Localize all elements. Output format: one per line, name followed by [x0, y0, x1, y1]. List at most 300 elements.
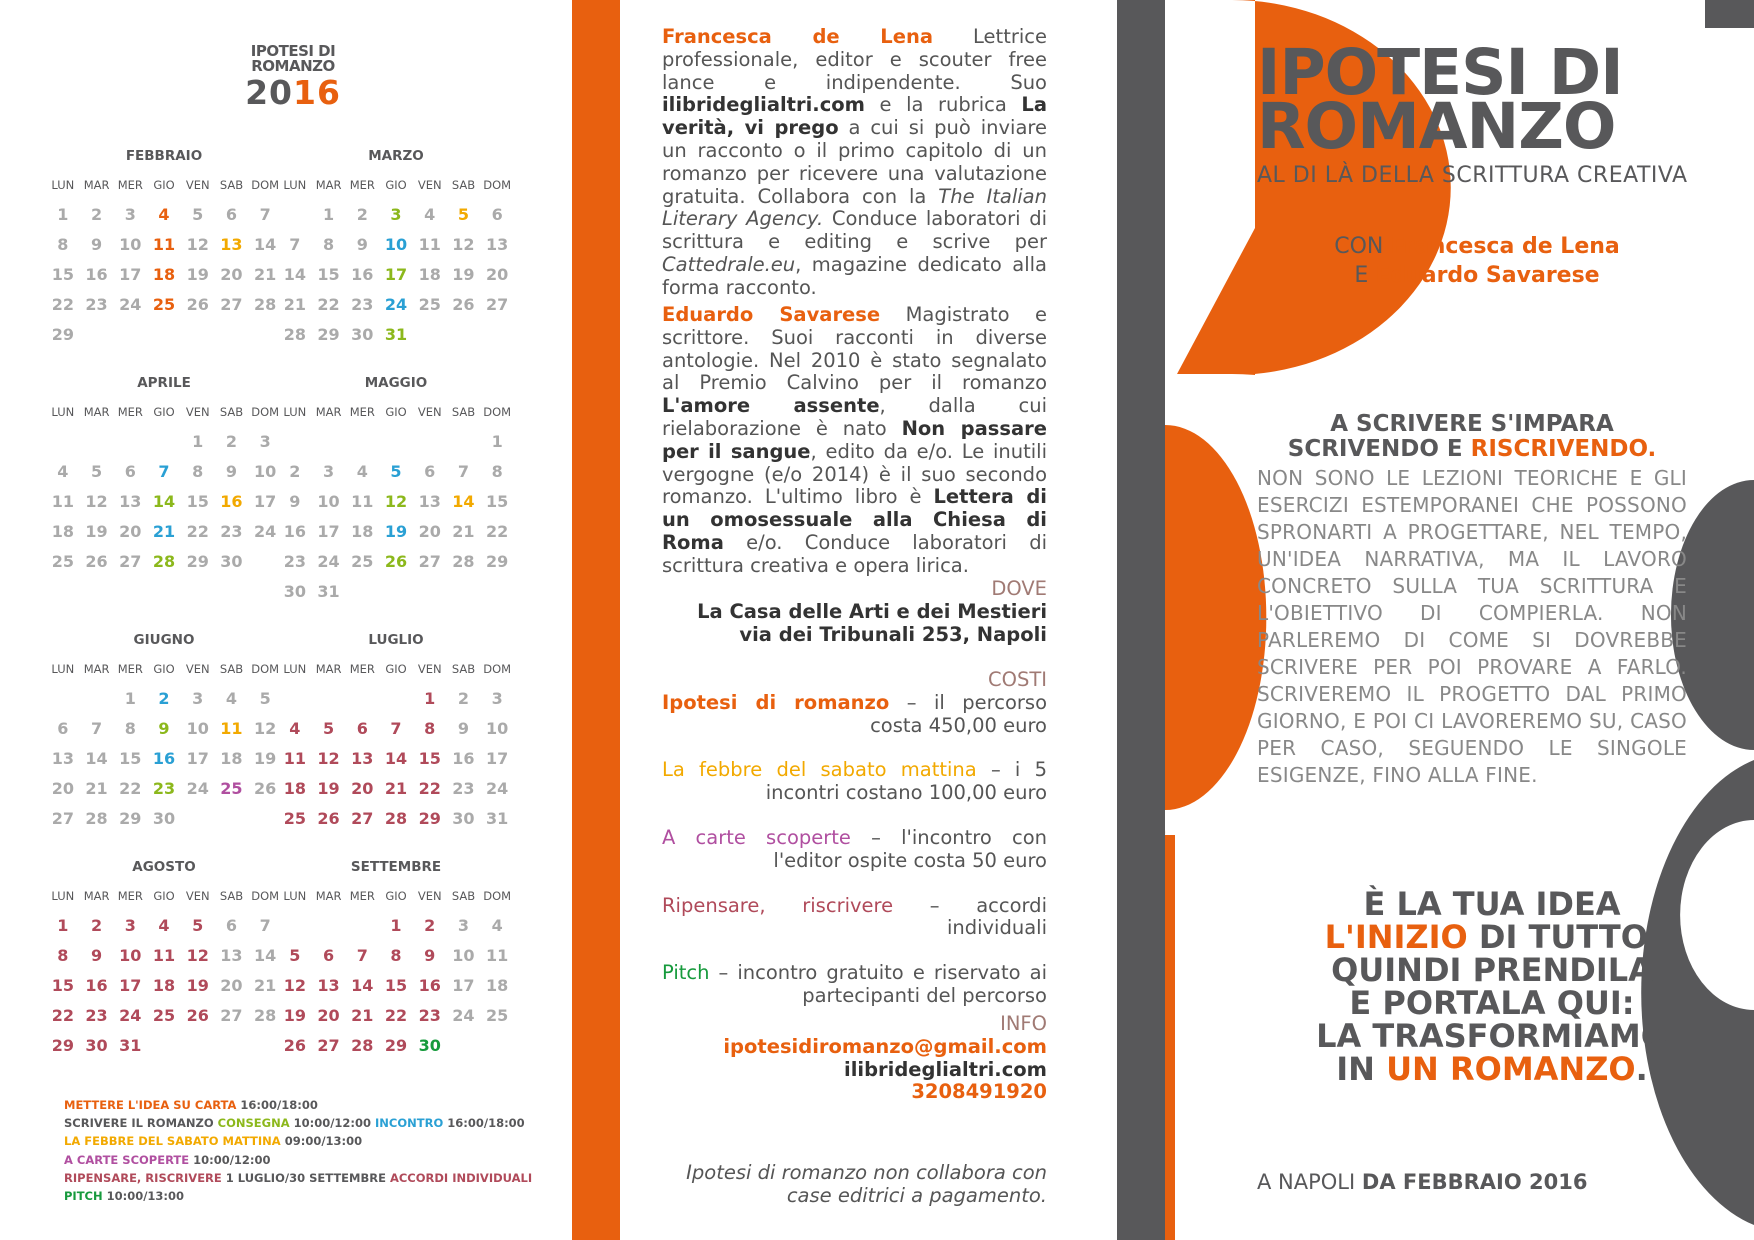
- day-cell: 11: [152, 235, 176, 254]
- day-cell: 24: [186, 779, 209, 798]
- con-name2: Eduardo Savarese: [1375, 263, 1600, 288]
- day-cell: 27: [220, 1006, 243, 1025]
- info-phone: 3208491920: [911, 1080, 1047, 1104]
- info-heading: INFO: [1000, 1012, 1047, 1035]
- empty-day: [345, 684, 379, 714]
- idea-line4: E PORTALA QUI:: [1349, 984, 1635, 1022]
- day-cell: 14: [384, 749, 408, 768]
- day-cell: 5: [192, 916, 204, 935]
- day-cell: 14: [254, 946, 277, 965]
- weekday-label: LUN: [283, 405, 307, 419]
- day-cell: 7: [457, 462, 469, 481]
- day-cell: 30: [283, 582, 306, 601]
- day-cell: 23: [152, 779, 176, 798]
- day-cell: 2: [457, 689, 469, 708]
- costi-section: [662, 669, 1047, 1008]
- day-cell: 14: [152, 492, 176, 511]
- day-cell: 26: [384, 552, 408, 571]
- day-cell: 16: [152, 749, 176, 768]
- day-cell: 22: [317, 295, 340, 314]
- day-cell: 16: [85, 265, 108, 284]
- bio2-bold1: L'amore assente: [662, 394, 880, 418]
- day-cell: 30: [351, 325, 374, 344]
- day-cell: 28: [254, 1006, 277, 1025]
- day-cell: 19: [254, 749, 277, 768]
- legend-part: SCRIVERE IL ROMANZO: [64, 1116, 218, 1131]
- day-cell: 25: [351, 552, 374, 571]
- day-cell: 9: [90, 235, 103, 254]
- bio1-name: Francesca de Lena: [662, 25, 933, 48]
- weekday-label: MER: [117, 889, 143, 903]
- day-cell: 1: [57, 205, 69, 224]
- calendar-legend: [64, 1096, 564, 1205]
- day-cell: 1: [57, 916, 69, 935]
- day-cell: 13: [220, 946, 243, 965]
- day-cell: 6: [225, 916, 237, 935]
- day-cell: 8: [390, 946, 402, 965]
- bio1-bold1: ilibrideglialtri.com: [662, 93, 865, 117]
- empty-day: [113, 427, 147, 457]
- title-line1: IPOTESI DI: [1257, 36, 1623, 109]
- day-cell: 15: [119, 749, 142, 768]
- weekday-label: DOM: [483, 889, 512, 903]
- day-cell: 19: [186, 265, 209, 284]
- weekday-header: [278, 662, 514, 676]
- idea-line3: QUINDI PRENDILA: [1331, 951, 1653, 989]
- day-cell: 2: [289, 462, 301, 481]
- cost4-name: Ripensare, riscrivere: [662, 893, 894, 917]
- day-cell: 18: [152, 976, 176, 995]
- weekday-label: DOM: [251, 178, 280, 192]
- bio2-text4: e/o. Conduce laboratori di scrittura creativa e opera lirica.: [662, 530, 1047, 577]
- day-cell: 14: [283, 265, 306, 284]
- weekday-label: VEN: [417, 178, 442, 192]
- day-cell: 28: [351, 1036, 374, 1055]
- cost-item-5: [662, 962, 1047, 1008]
- day-cell: 24: [317, 552, 340, 571]
- day-cell: 12: [283, 976, 306, 995]
- day-cell: 6: [225, 205, 237, 224]
- weekday-header: [46, 662, 282, 676]
- day-cell: 16: [220, 492, 243, 511]
- weekday-label: GIO: [153, 405, 175, 419]
- weekday-header: [46, 178, 282, 192]
- info-section: [662, 1013, 1047, 1104]
- footer-note: Ipotesi di romanzo non collabora con case editrici a pagamento.: [686, 1161, 1047, 1207]
- day-cell: 19: [186, 976, 209, 995]
- day-cell: 4: [424, 205, 436, 224]
- cost3-text: – l'incontro con l'editor ospite costa 50 euro: [773, 825, 1047, 872]
- day-cell: 28: [254, 295, 277, 314]
- day-cell: 30: [85, 1036, 108, 1055]
- info-email[interactable]: ipotesidiromanzo@gmail.com: [723, 1034, 1047, 1058]
- days-grid: [278, 427, 514, 607]
- title-line2: ROMANZO: [1257, 90, 1616, 163]
- month-2: [278, 148, 514, 350]
- day-cell: 31: [486, 809, 509, 828]
- day-cell: 28: [85, 809, 108, 828]
- day-cell: 15: [486, 492, 509, 511]
- day-cell: 8: [124, 719, 136, 738]
- day-cell: 20: [119, 522, 142, 541]
- day-cell: 6: [124, 462, 136, 481]
- empty-day: [312, 911, 346, 941]
- day-cell: 14: [85, 749, 108, 768]
- day-cell: 3: [457, 916, 469, 935]
- day-cell: 31: [119, 1036, 142, 1055]
- day-cell: 15: [51, 265, 74, 284]
- weekday-label: VEN: [417, 405, 442, 419]
- legend-part: 10:00/12:00: [193, 1152, 271, 1167]
- weekday-label: DOM: [483, 178, 512, 192]
- empty-day: [80, 684, 114, 714]
- bio1-text3: a cui si può inviare un racconto o il primo capitolo di un romanzo per ricevere una valutazione gratuita. Collabora con la: [662, 116, 1047, 208]
- day-cell: 23: [85, 295, 108, 314]
- year-part-a: 20: [245, 73, 293, 112]
- day-cell: 13: [51, 749, 74, 768]
- day-cell: 16: [452, 749, 475, 768]
- month-name: APRILE: [137, 375, 191, 391]
- day-cell: 3: [390, 205, 402, 224]
- day-cell: 24: [254, 522, 277, 541]
- day-cell: 21: [384, 779, 408, 798]
- weekday-label: MAR: [315, 405, 342, 419]
- day-cell: 20: [486, 265, 509, 284]
- orange-mid-shape: [1165, 425, 1266, 810]
- empty-day: [379, 684, 413, 714]
- day-cell: 2: [158, 689, 170, 708]
- weekday-label: VEN: [417, 889, 442, 903]
- day-cell: 14: [254, 235, 277, 254]
- day-cell: 1: [124, 689, 136, 708]
- day-cell: 18: [283, 779, 306, 798]
- day-cell: 25: [152, 295, 176, 314]
- day-cell: 11: [351, 492, 374, 511]
- day-cell: 8: [322, 235, 335, 254]
- slogan-line2a: SCRIVENDO E: [1287, 436, 1471, 462]
- month-name: GIUGNO: [133, 632, 195, 648]
- weekday-label: DOM: [483, 662, 512, 676]
- day-cell: 1: [424, 689, 436, 708]
- weekday-label: LUN: [51, 889, 75, 903]
- day-cell: 11: [51, 492, 74, 511]
- weekday-label: MAR: [315, 178, 342, 192]
- day-cell: 29: [51, 325, 74, 344]
- day-cell: 27: [317, 1036, 340, 1055]
- empty-day: [278, 684, 312, 714]
- day-cell: 9: [225, 462, 237, 481]
- day-cell: 29: [384, 1036, 408, 1055]
- legend-row: [64, 1132, 564, 1150]
- weekday-label: MER: [117, 405, 143, 419]
- month-1: [46, 148, 282, 350]
- weekday-label: SAB: [219, 889, 244, 903]
- weekday-label: LUN: [51, 178, 75, 192]
- day-cell: 18: [51, 522, 74, 541]
- calendar-panel: [0, 0, 572, 1240]
- weekday-label: LUN: [283, 662, 307, 676]
- day-cell: 9: [158, 719, 170, 738]
- day-cell: 25: [418, 295, 441, 314]
- days-grid: [46, 684, 282, 834]
- month-6: [278, 632, 514, 834]
- legend-part: 10:00/12:00: [293, 1116, 376, 1131]
- bio1-italic1: The Italian Literary Agency.: [662, 184, 1047, 231]
- weekday-label: GIO: [385, 178, 407, 192]
- day-cell: 10: [186, 719, 209, 738]
- day-cell: 5: [322, 719, 335, 738]
- day-cell: 17: [317, 522, 340, 541]
- day-cell: 25: [51, 552, 74, 571]
- day-cell: 11: [220, 719, 243, 738]
- day-cell: 10: [254, 462, 277, 481]
- weekday-label: SAB: [451, 889, 476, 903]
- cost4-text: – accordi individuali: [893, 893, 1047, 940]
- day-cell: 20: [220, 976, 243, 995]
- days-grid: [278, 200, 514, 350]
- day-cell: 16: [85, 976, 108, 995]
- day-cell: 1: [390, 916, 402, 935]
- weekday-label: MER: [117, 178, 143, 192]
- dove-address: via dei Tribunali 253, Napoli: [739, 622, 1047, 646]
- day-cell: 9: [424, 946, 436, 965]
- weekday-header: [46, 889, 282, 903]
- day-cell: 26: [186, 295, 209, 314]
- weekday-label: DOM: [251, 662, 280, 676]
- day-cell: 18: [220, 749, 243, 768]
- legend-part: PITCH: [64, 1189, 107, 1204]
- legend-part: A CARTE SCOPERTE: [64, 1152, 194, 1167]
- cost-item-3: [662, 827, 1047, 873]
- gray-stripe: [1117, 0, 1165, 1240]
- day-cell: 12: [186, 235, 209, 254]
- month-name: MAGGIO: [364, 375, 428, 391]
- calendar-logo: [228, 42, 358, 112]
- cost-item-1: [662, 692, 1047, 738]
- day-cell: 4: [491, 916, 503, 935]
- cost1-name: Ipotesi di romanzo: [662, 690, 890, 714]
- legend-part: 16:00/18:00: [447, 1116, 525, 1131]
- bio-eduardo: [662, 304, 1047, 578]
- weekday-label: SAB: [219, 405, 244, 419]
- day-cell: 4: [158, 916, 170, 935]
- day-cell: 20: [418, 522, 441, 541]
- day-cell: 26: [452, 295, 475, 314]
- idea-line5: LA TRASFORMIAMO: [1316, 1017, 1668, 1055]
- day-cell: 2: [424, 916, 436, 935]
- day-cell: 26: [254, 779, 277, 798]
- day-cell: 28: [452, 552, 475, 571]
- weekday-label: SAB: [451, 405, 476, 419]
- day-cell: 9: [289, 492, 301, 511]
- day-cell: 18: [152, 265, 176, 284]
- day-cell: 5: [289, 946, 301, 965]
- day-cell: 5: [259, 689, 271, 708]
- dove-section: [662, 578, 1047, 646]
- day-cell: 17: [486, 749, 509, 768]
- year-part-b: 16: [293, 73, 341, 112]
- slogan-line1: A SCRIVERE S'IMPARA: [1330, 411, 1614, 437]
- bio-francesca: [662, 26, 1047, 300]
- legend-part: 16:00/18:00: [240, 1098, 318, 1112]
- weekday-label: VEN: [185, 662, 210, 676]
- day-cell: 1: [322, 205, 335, 224]
- day-cell: 18: [351, 522, 374, 541]
- day-cell: 20: [51, 779, 74, 798]
- month-name: SETTEMBRE: [350, 859, 442, 875]
- weekday-label: VEN: [185, 405, 210, 419]
- weekday-label: SAB: [451, 178, 476, 192]
- weekday-label: GIO: [385, 662, 407, 676]
- day-cell: 27: [486, 295, 509, 314]
- weekday-label: DOM: [483, 405, 512, 419]
- day-cell: 26: [186, 1006, 209, 1025]
- day-cell: 13: [119, 492, 142, 511]
- month-4: [278, 375, 514, 607]
- legend-part: METTERE L'IDEA SU CARTA: [64, 1098, 241, 1112]
- slogan: [1257, 412, 1687, 462]
- weekday-label: VEN: [185, 889, 210, 903]
- day-cell: 22: [384, 1006, 408, 1025]
- day-cell: 12: [384, 492, 408, 511]
- legend-part: 09:00/13:00: [284, 1134, 363, 1149]
- day-cell: 6: [424, 462, 436, 481]
- day-cell: 19: [85, 522, 108, 541]
- day-cell: 13: [317, 976, 340, 995]
- day-cell: 27: [51, 809, 74, 828]
- day-cell: 17: [452, 976, 475, 995]
- day-cell: 7: [356, 946, 368, 965]
- day-cell: 3: [491, 689, 503, 708]
- day-cell: 7: [390, 719, 402, 738]
- day-cell: 10: [119, 235, 142, 254]
- weekday-label: SAB: [219, 178, 244, 192]
- day-cell: 4: [289, 719, 301, 738]
- orange-bottom-bar: [1165, 835, 1175, 1240]
- day-cell: 1: [491, 432, 503, 451]
- day-cell: 8: [491, 462, 503, 481]
- month-7: [46, 859, 282, 1061]
- day-cell: 25: [220, 779, 243, 798]
- day-cell: 22: [51, 295, 74, 314]
- day-cell: 27: [220, 295, 243, 314]
- days-grid: [46, 200, 282, 350]
- cost-item-4: [662, 895, 1047, 941]
- day-cell: 8: [57, 946, 69, 965]
- day-cell: 31: [384, 325, 408, 344]
- cost2-text: – i 5 incontri costano 100,00 euro: [765, 758, 1047, 805]
- day-cell: 13: [486, 235, 509, 254]
- idea-line6b: UN ROMANZO: [1386, 1050, 1636, 1088]
- day-cell: 28: [152, 552, 176, 571]
- weekday-label: LUN: [51, 662, 75, 676]
- weekday-label: GIO: [385, 889, 407, 903]
- day-cell: 23: [85, 1006, 108, 1025]
- day-cell: 19: [452, 265, 475, 284]
- day-cell: 14: [351, 976, 374, 995]
- legend-part: INCONTRO: [375, 1116, 448, 1131]
- weekday-header: [278, 405, 514, 419]
- dove-place: La Casa delle Arti e dei Mestieri: [697, 599, 1047, 623]
- weekday-header: [278, 889, 514, 903]
- bio1-text2: e la rubrica: [864, 93, 1022, 117]
- info-site[interactable]: ilibrideglialtri.com: [844, 1057, 1047, 1081]
- day-cell: 2: [356, 205, 368, 224]
- days-grid: [278, 684, 514, 834]
- day-cell: 15: [418, 749, 441, 768]
- days-grid: [278, 911, 514, 1061]
- day-cell: 29: [317, 325, 340, 344]
- slogan-line2b: RISCRIVENDO.: [1470, 436, 1657, 462]
- weekday-label: MAR: [83, 405, 110, 419]
- day-cell: 8: [192, 462, 204, 481]
- day-cell: 23: [283, 552, 306, 571]
- idea-line2b: DI TUTTO.: [1467, 918, 1660, 956]
- day-cell: 29: [51, 1036, 74, 1055]
- day-cell: 20: [220, 265, 243, 284]
- con-label: CON: [1334, 234, 1391, 259]
- weekday-header: [46, 405, 282, 419]
- weekday-label: GIO: [153, 178, 175, 192]
- day-cell: 12: [85, 492, 108, 511]
- month-name: LUGLIO: [368, 632, 424, 648]
- day-cell: 26: [283, 1036, 306, 1055]
- bio1-text5: , magazine dedicato alla forma racconto.: [662, 252, 1047, 299]
- weekday-label: MER: [349, 662, 375, 676]
- month-name: FEBBRAIO: [125, 148, 203, 164]
- idea-line6c: .: [1635, 1050, 1648, 1088]
- day-cell: 30: [152, 809, 176, 828]
- legend-part: RIPENSARE, RISCRIVERE: [64, 1170, 226, 1185]
- legend-row: [64, 1169, 564, 1187]
- cover-with: [1257, 232, 1697, 290]
- empty-day: [46, 684, 80, 714]
- weekday-label: SAB: [219, 662, 244, 676]
- cover-subtitle: AL DI LÀ DELLA SCRITTURA CREATIVA: [1257, 163, 1688, 188]
- day-cell: 2: [90, 916, 103, 935]
- day-cell: 31: [317, 582, 340, 601]
- weekday-label: MER: [349, 178, 375, 192]
- empty-day: [46, 427, 80, 457]
- day-cell: 15: [186, 492, 209, 511]
- day-cell: 17: [254, 492, 277, 511]
- empty-day: [345, 911, 379, 941]
- day-cell: 15: [384, 976, 408, 995]
- logo-line1: IPOTESI DI: [250, 42, 336, 60]
- con-name1: Francesca de Lena: [1390, 234, 1620, 259]
- cost3-name: A carte scoperte: [662, 825, 851, 849]
- day-cell: 10: [486, 719, 509, 738]
- day-cell: 5: [90, 462, 103, 481]
- bio2-name: Eduardo Savarese: [662, 303, 881, 326]
- empty-day: [147, 427, 181, 457]
- day-cell: 22: [418, 779, 441, 798]
- weekday-label: LUN: [283, 178, 307, 192]
- day-cell: 5: [390, 462, 402, 481]
- weekday-label: MER: [349, 889, 375, 903]
- day-cell: 25: [152, 1006, 176, 1025]
- day-cell: 13: [418, 492, 441, 511]
- day-cell: 29: [486, 552, 509, 571]
- day-cell: 15: [317, 265, 340, 284]
- day-cell: 23: [418, 1006, 441, 1025]
- day-cell: 4: [57, 462, 69, 481]
- day-cell: 21: [85, 779, 108, 798]
- legend-part: ACCORDI INDIVIDUALI: [389, 1170, 533, 1185]
- day-cell: 24: [452, 1006, 475, 1025]
- day-cell: 24: [119, 1006, 142, 1025]
- day-cell: 28: [283, 325, 306, 344]
